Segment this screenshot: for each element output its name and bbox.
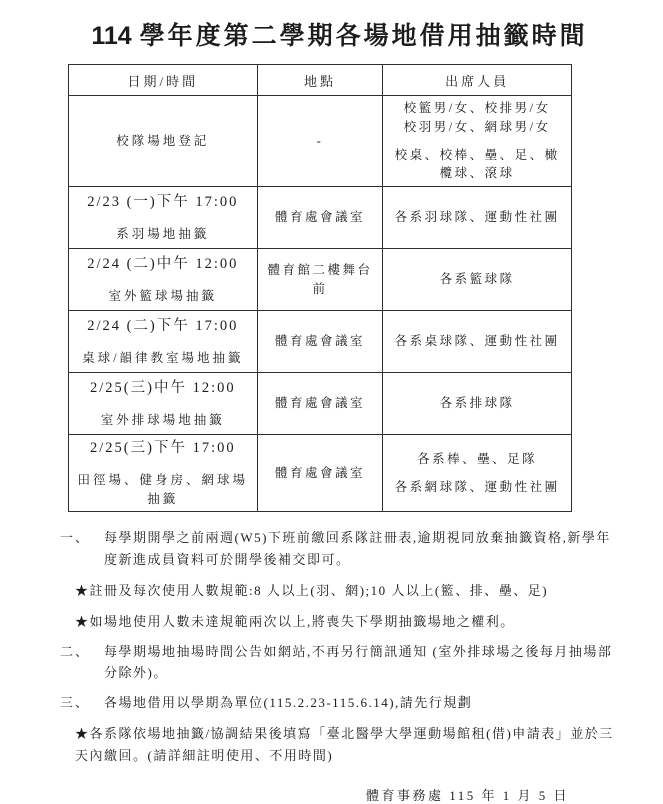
note-text: 每學期場地抽場時間公告如網站,不再另行簡訊通知 (室外排球場之後每月抽場部分除外)。	[104, 643, 613, 681]
footer-signature	[60, 785, 619, 804]
attendees-line: 校羽男/女、網球男/女	[403, 119, 551, 134]
row-time: 2/23 (一)下午 17:00	[87, 193, 239, 210]
cell-location: 體育處會議室	[257, 373, 383, 435]
row-time: 2/25(三)中午 12:00	[90, 379, 236, 396]
notes-section	[60, 527, 617, 766]
title-text: 學年度第二學期各場地借用抽籤時間	[139, 23, 588, 50]
note-item-3	[60, 692, 617, 766]
row-time: 2/24 (二)中午 12:00	[87, 255, 239, 272]
cell-datetime	[69, 187, 258, 249]
cell-datetime	[69, 96, 258, 187]
row-time: 2/25(三)下午 17:00	[90, 440, 236, 456]
cell-location: 體育處會議室	[257, 187, 383, 249]
row-time: 2/24 (二)下午 17:00	[87, 317, 239, 334]
title-year-number: 114	[91, 22, 132, 50]
cell-attendees	[383, 373, 572, 435]
cell-attendees	[383, 311, 572, 373]
table-row-team-registration	[69, 96, 572, 187]
cell-attendees	[383, 249, 572, 311]
table-row-outdoor-volleyball	[69, 373, 572, 435]
cell-datetime	[69, 435, 258, 512]
cell-location: -	[257, 96, 383, 187]
row-event: 室外籃球場抽籤	[108, 288, 218, 303]
note-text: 每學期開學之前兩週(W5)下班前繳回系隊註冊表,逾期視同放棄抽籤資格,新學年度新進成員資料可於開學後補交即可。	[104, 530, 611, 568]
note-number: 一、	[60, 530, 91, 546]
note-number: 二、	[60, 643, 91, 659]
attendees-line: 各系桌球隊、運動性社團	[394, 334, 560, 349]
note-item-2	[60, 641, 617, 685]
cell-attendees	[383, 96, 572, 187]
table-row-badminton	[69, 187, 572, 249]
row-event: 系羽場地抽籤	[116, 226, 210, 241]
attendees-line: 各系排球隊	[439, 396, 515, 411]
schedule-table	[68, 64, 572, 512]
attendees-line: 校桌、校棒、壘、足、橄欖球、滾球	[394, 147, 560, 181]
note-star-item: ★各系隊依場地抽籤/協調結果後填寫「臺北醫學大學運動場館租(借)申請表」並於三天內繳回。(請詳細註明使用、不用時間)	[75, 726, 614, 763]
note-item-1	[60, 527, 617, 632]
note-text: 各場地借用以學期為單位(115.2.23-115.6.14),請先行規劃	[104, 695, 473, 711]
header-datetime: 日期/時間	[69, 65, 258, 96]
table-row-table-tennis	[69, 311, 572, 373]
cell-location: 體育處會議室	[257, 311, 383, 373]
cell-datetime	[69, 249, 258, 311]
header-location: 地點	[257, 65, 383, 96]
attendees-line: 各系棒、壘、足隊	[417, 451, 538, 466]
header-attendees: 出席人員	[383, 65, 572, 96]
footer-office-date: 體育事務處 115 年 1 月 5 日	[365, 787, 569, 803]
attendees-line: 各系羽球隊、運動性社團	[394, 210, 560, 225]
page-title	[60, 16, 619, 52]
row-event: 校隊場地登記	[116, 133, 210, 148]
table-row-outdoor-basketball	[69, 249, 572, 311]
cell-location: 體育館二樓舞台前	[257, 249, 383, 311]
row-event: 田徑場、健身房、網球場抽籤	[77, 472, 249, 506]
row-event: 桌球/韻律教室場地抽籤	[82, 350, 244, 365]
note-star-item: ★註冊及每次使用人數規範:8 人以上(羽、網);10 人以上(籃、排、壘、足)	[75, 582, 549, 598]
table-row-track-gym-tennis	[69, 435, 572, 512]
table-header-row	[69, 65, 572, 96]
attendees-line: 校籃男/女、校排男/女	[403, 101, 551, 115]
attendees-line: 各系籃球隊	[439, 272, 515, 287]
note-star-item: ★如場地使用人數未達規範兩次以上,將喪失下學期抽籤場地之權利。	[75, 613, 515, 629]
cell-attendees	[383, 435, 572, 512]
note-number: 三、	[60, 695, 91, 711]
cell-attendees	[383, 187, 572, 249]
cell-datetime	[69, 311, 258, 373]
attendees-line: 各系網球隊、運動性社團	[394, 479, 560, 494]
cell-datetime	[69, 373, 258, 435]
row-event: 室外排球場地抽籤	[100, 412, 225, 427]
cell-location: 體育處會議室	[257, 435, 383, 512]
